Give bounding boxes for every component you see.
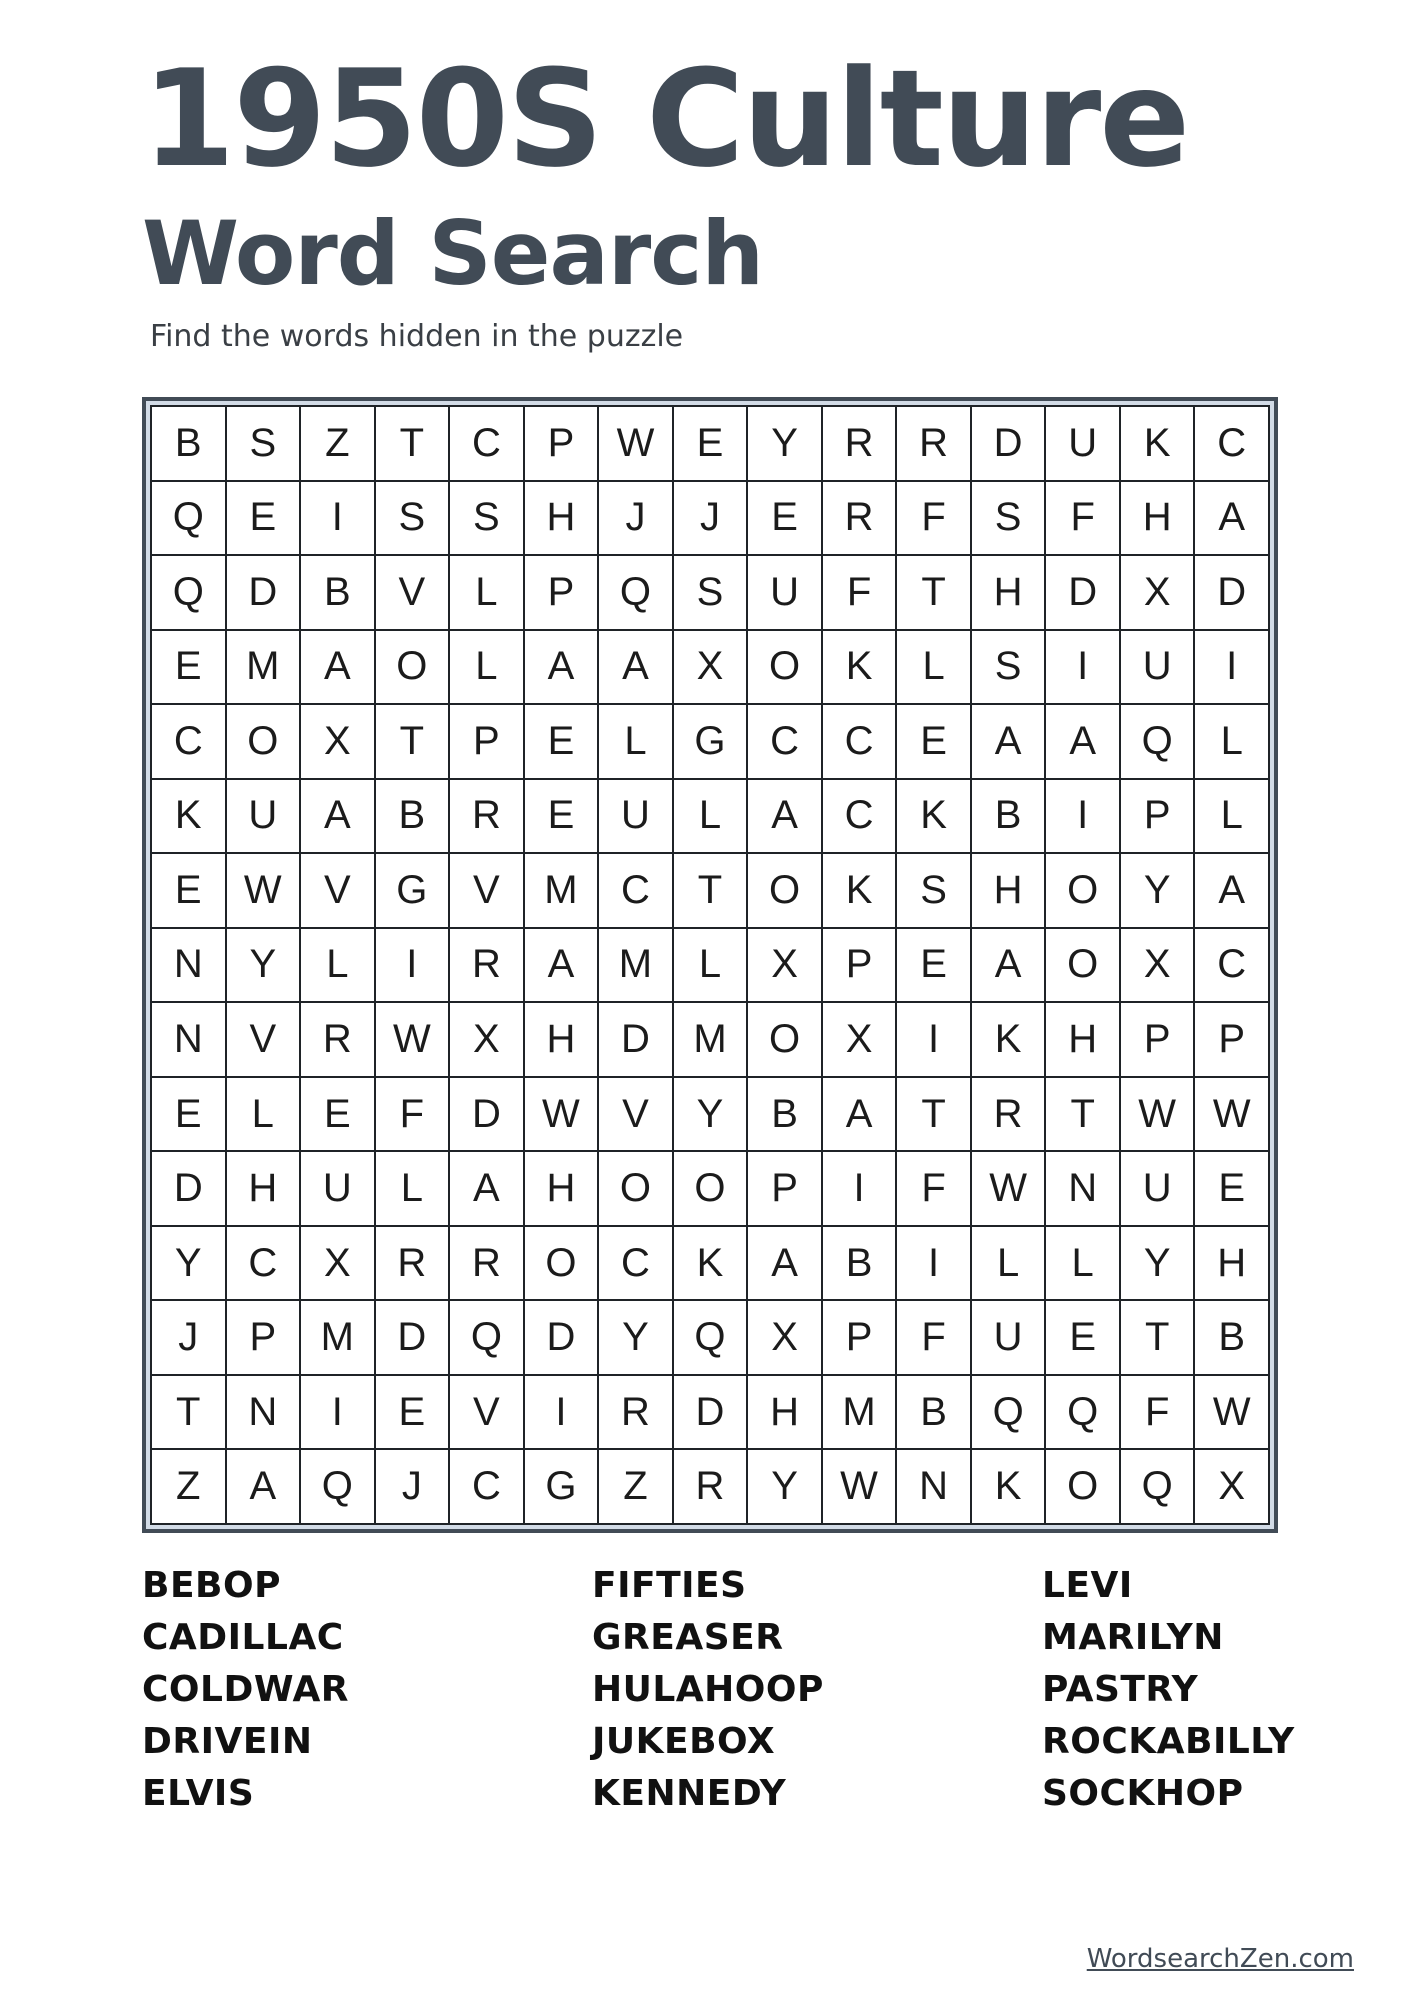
grid-cell[interactable]: H bbox=[525, 1003, 600, 1078]
word-list-item: LEVI bbox=[1042, 1565, 1133, 1606]
grid-cell[interactable]: D bbox=[450, 1078, 525, 1153]
grid-cell[interactable]: I bbox=[897, 1227, 972, 1302]
grid-cell[interactable]: I bbox=[525, 1376, 600, 1451]
grid-cell[interactable]: N bbox=[227, 1376, 302, 1451]
word-list-item: KENNEDY bbox=[592, 1773, 787, 1814]
grid-cell[interactable]: Q bbox=[599, 556, 674, 631]
grid-cell[interactable]: T bbox=[1046, 1078, 1121, 1153]
grid-cell[interactable]: F bbox=[897, 482, 972, 557]
grid-cell[interactable]: C bbox=[823, 705, 898, 780]
grid-cell[interactable]: T bbox=[897, 1078, 972, 1153]
grid-cell[interactable]: Q bbox=[1121, 1450, 1196, 1525]
word-list-item: FIFTIES bbox=[592, 1565, 747, 1606]
puzzle-frame bbox=[142, 397, 1278, 1533]
grid-cell[interactable]: Y bbox=[152, 1227, 227, 1302]
grid-cell[interactable]: O bbox=[748, 631, 823, 706]
grid-cell[interactable]: E bbox=[376, 1376, 451, 1451]
grid-cell[interactable]: B bbox=[897, 1376, 972, 1451]
word-column bbox=[592, 1560, 1042, 1820]
grid-cell[interactable]: P bbox=[450, 705, 525, 780]
grid-cell[interactable]: Z bbox=[152, 1450, 227, 1525]
grid-cell[interactable]: N bbox=[1046, 1152, 1121, 1227]
grid-cell[interactable]: A bbox=[1195, 482, 1270, 557]
grid-cell[interactable]: X bbox=[674, 631, 749, 706]
grid-cell[interactable]: V bbox=[227, 1003, 302, 1078]
grid-cell[interactable]: J bbox=[152, 1301, 227, 1376]
grid-cell[interactable]: X bbox=[1121, 929, 1196, 1004]
grid-cell[interactable]: E bbox=[152, 631, 227, 706]
grid-cell[interactable]: I bbox=[1046, 631, 1121, 706]
grid-cell[interactable]: W bbox=[525, 1078, 600, 1153]
grid-cell[interactable]: I bbox=[823, 1152, 898, 1227]
puzzle-grid bbox=[150, 405, 1270, 1525]
grid-cell[interactable]: D bbox=[376, 1301, 451, 1376]
word-list-item: ROCKABILLY bbox=[1042, 1721, 1295, 1762]
grid-cell[interactable]: L bbox=[674, 780, 749, 855]
grid-cell[interactable]: X bbox=[823, 1003, 898, 1078]
grid-cell[interactable]: O bbox=[748, 1003, 823, 1078]
grid-cell[interactable]: V bbox=[376, 556, 451, 631]
grid-cell[interactable]: E bbox=[152, 1078, 227, 1153]
grid-cell[interactable]: E bbox=[1046, 1301, 1121, 1376]
grid-cell[interactable]: W bbox=[1121, 1078, 1196, 1153]
grid-cell[interactable]: D bbox=[1046, 556, 1121, 631]
grid-cell[interactable]: C bbox=[599, 854, 674, 929]
grid-cell[interactable]: C bbox=[152, 705, 227, 780]
grid-cell[interactable]: L bbox=[599, 705, 674, 780]
grid-cell[interactable]: O bbox=[376, 631, 451, 706]
grid-cell[interactable]: A bbox=[748, 1227, 823, 1302]
grid-cell[interactable]: B bbox=[823, 1227, 898, 1302]
grid-cell[interactable]: Y bbox=[674, 1078, 749, 1153]
grid-cell[interactable]: K bbox=[972, 1003, 1047, 1078]
grid-cell[interactable]: H bbox=[1046, 1003, 1121, 1078]
grid-cell[interactable]: W bbox=[823, 1450, 898, 1525]
grid-cell[interactable]: U bbox=[1121, 631, 1196, 706]
grid-cell[interactable]: R bbox=[897, 407, 972, 482]
grid-cell[interactable]: W bbox=[1195, 1078, 1270, 1153]
grid-cell[interactable]: E bbox=[227, 482, 302, 557]
grid-cell[interactable]: N bbox=[897, 1450, 972, 1525]
grid-cell[interactable]: S bbox=[450, 482, 525, 557]
grid-cell[interactable]: W bbox=[599, 407, 674, 482]
grid-cell[interactable]: T bbox=[897, 556, 972, 631]
grid-cell[interactable]: C bbox=[450, 407, 525, 482]
grid-cell[interactable]: C bbox=[1195, 929, 1270, 1004]
grid-cell[interactable]: H bbox=[525, 482, 600, 557]
grid-cell[interactable]: H bbox=[1195, 1227, 1270, 1302]
grid-cell[interactable]: I bbox=[376, 929, 451, 1004]
grid-cell[interactable]: I bbox=[897, 1003, 972, 1078]
grid-cell[interactable]: I bbox=[1195, 631, 1270, 706]
grid-cell[interactable]: B bbox=[152, 407, 227, 482]
grid-cell[interactable]: K bbox=[823, 854, 898, 929]
grid-cell[interactable]: Q bbox=[152, 556, 227, 631]
grid-cell[interactable]: U bbox=[1121, 1152, 1196, 1227]
grid-cell[interactable]: Y bbox=[748, 1450, 823, 1525]
grid-cell[interactable]: S bbox=[227, 407, 302, 482]
grid-cell[interactable]: T bbox=[674, 854, 749, 929]
grid-cell[interactable]: H bbox=[525, 1152, 600, 1227]
grid-cell[interactable]: W bbox=[376, 1003, 451, 1078]
grid-cell[interactable]: L bbox=[1046, 1227, 1121, 1302]
grid-cell[interactable]: D bbox=[674, 1376, 749, 1451]
grid-cell[interactable]: Y bbox=[227, 929, 302, 1004]
grid-cell[interactable]: P bbox=[1121, 780, 1196, 855]
grid-cell[interactable]: M bbox=[227, 631, 302, 706]
grid-cell[interactable]: G bbox=[525, 1450, 600, 1525]
grid-cell[interactable]: J bbox=[376, 1450, 451, 1525]
grid-cell[interactable]: L bbox=[1195, 780, 1270, 855]
grid-cell[interactable]: V bbox=[301, 854, 376, 929]
grid-cell[interactable]: O bbox=[525, 1227, 600, 1302]
grid-cell[interactable]: A bbox=[748, 780, 823, 855]
grid-cell[interactable]: H bbox=[972, 854, 1047, 929]
grid-cell[interactable]: R bbox=[823, 407, 898, 482]
grid-cell[interactable]: V bbox=[450, 854, 525, 929]
grid-cell[interactable]: S bbox=[376, 482, 451, 557]
instructions-text: Find the words hidden in the puzzle bbox=[150, 319, 684, 354]
grid-cell[interactable]: Q bbox=[674, 1301, 749, 1376]
grid-cell[interactable]: C bbox=[450, 1450, 525, 1525]
grid-cell[interactable]: S bbox=[897, 854, 972, 929]
grid-cell[interactable]: H bbox=[972, 556, 1047, 631]
grid-cell[interactable]: F bbox=[1046, 482, 1121, 557]
grid-cell[interactable]: Y bbox=[1121, 1227, 1196, 1302]
grid-cell[interactable]: T bbox=[376, 705, 451, 780]
grid-cell[interactable]: Z bbox=[599, 1450, 674, 1525]
grid-cell[interactable]: R bbox=[376, 1227, 451, 1302]
grid-cell[interactable]: O bbox=[1046, 854, 1121, 929]
grid-cell[interactable]: J bbox=[674, 482, 749, 557]
grid-cell[interactable]: E bbox=[525, 705, 600, 780]
grid-cell[interactable]: K bbox=[152, 780, 227, 855]
grid-cell[interactable]: N bbox=[152, 929, 227, 1004]
grid-cell[interactable]: C bbox=[1195, 407, 1270, 482]
word-list-item: JUKEBOX bbox=[592, 1721, 776, 1762]
word-list-item: DRIVEIN bbox=[142, 1721, 313, 1762]
grid-cell[interactable]: L bbox=[376, 1152, 451, 1227]
grid-cell[interactable]: E bbox=[897, 929, 972, 1004]
grid-cell[interactable]: R bbox=[450, 1227, 525, 1302]
grid-cell[interactable]: H bbox=[1121, 482, 1196, 557]
grid-cell[interactable]: N bbox=[152, 1003, 227, 1078]
grid-cell[interactable]: M bbox=[823, 1376, 898, 1451]
grid-cell[interactable]: B bbox=[748, 1078, 823, 1153]
grid-cell[interactable]: B bbox=[1195, 1301, 1270, 1376]
grid-cell[interactable]: R bbox=[301, 1003, 376, 1078]
word-list-item: ELVIS bbox=[142, 1773, 255, 1814]
grid-cell[interactable]: S bbox=[972, 631, 1047, 706]
grid-cell[interactable]: Y bbox=[1121, 854, 1196, 929]
grid-cell[interactable]: T bbox=[1121, 1301, 1196, 1376]
grid-cell[interactable]: Q bbox=[1046, 1376, 1121, 1451]
grid-cell[interactable]: L bbox=[897, 631, 972, 706]
grid-cell[interactable]: W bbox=[1195, 1376, 1270, 1451]
grid-cell[interactable]: L bbox=[674, 929, 749, 1004]
grid-cell[interactable]: B bbox=[301, 556, 376, 631]
grid-cell[interactable]: J bbox=[599, 482, 674, 557]
grid-cell[interactable]: F bbox=[897, 1152, 972, 1227]
grid-cell[interactable]: C bbox=[748, 705, 823, 780]
page-title: 1950S Culture bbox=[142, 41, 1189, 197]
grid-cell[interactable]: U bbox=[972, 1301, 1047, 1376]
grid-cell[interactable]: I bbox=[1046, 780, 1121, 855]
grid-cell[interactable]: L bbox=[227, 1078, 302, 1153]
grid-cell[interactable]: O bbox=[599, 1152, 674, 1227]
grid-cell[interactable]: P bbox=[525, 407, 600, 482]
grid-cell[interactable]: E bbox=[525, 780, 600, 855]
word-list bbox=[142, 1560, 1302, 1820]
grid-cell[interactable]: A bbox=[972, 929, 1047, 1004]
grid-cell[interactable]: A bbox=[1046, 705, 1121, 780]
grid-cell[interactable]: L bbox=[450, 556, 525, 631]
grid-cell[interactable]: X bbox=[301, 705, 376, 780]
grid-cell[interactable]: V bbox=[599, 1078, 674, 1153]
grid-cell[interactable]: L bbox=[301, 929, 376, 1004]
grid-cell[interactable]: L bbox=[972, 1227, 1047, 1302]
grid-cell[interactable]: A bbox=[972, 705, 1047, 780]
grid-cell[interactable]: D bbox=[152, 1152, 227, 1227]
grid-cell[interactable]: E bbox=[1195, 1152, 1270, 1227]
grid-cell[interactable]: F bbox=[823, 556, 898, 631]
grid-cell[interactable]: A bbox=[227, 1450, 302, 1525]
grid-cell[interactable]: X bbox=[1195, 1450, 1270, 1525]
grid-cell[interactable]: F bbox=[376, 1078, 451, 1153]
grid-cell[interactable]: P bbox=[1195, 1003, 1270, 1078]
grid-cell[interactable]: U bbox=[599, 780, 674, 855]
grid-cell[interactable]: E bbox=[748, 482, 823, 557]
grid-cell[interactable]: C bbox=[599, 1227, 674, 1302]
grid-cell[interactable]: K bbox=[1121, 407, 1196, 482]
grid-cell[interactable]: M bbox=[674, 1003, 749, 1078]
grid-cell[interactable]: H bbox=[227, 1152, 302, 1227]
grid-cell[interactable]: A bbox=[450, 1152, 525, 1227]
grid-cell[interactable]: I bbox=[301, 1376, 376, 1451]
grid-cell[interactable]: B bbox=[972, 780, 1047, 855]
grid-cell[interactable]: A bbox=[1195, 854, 1270, 929]
grid-cell[interactable]: O bbox=[1046, 929, 1121, 1004]
word-list-item: GREASER bbox=[592, 1617, 784, 1658]
grid-cell[interactable]: P bbox=[823, 929, 898, 1004]
grid-cell[interactable]: R bbox=[823, 482, 898, 557]
grid-cell[interactable]: G bbox=[376, 854, 451, 929]
grid-cell[interactable]: K bbox=[897, 780, 972, 855]
grid-cell[interactable]: E bbox=[674, 407, 749, 482]
grid-cell[interactable]: S bbox=[674, 556, 749, 631]
grid-cell[interactable]: G bbox=[674, 705, 749, 780]
grid-cell[interactable]: A bbox=[525, 631, 600, 706]
grid-cell[interactable]: D bbox=[227, 556, 302, 631]
grid-cell[interactable]: E bbox=[301, 1078, 376, 1153]
grid-cell[interactable]: A bbox=[301, 631, 376, 706]
grid-cell[interactable]: D bbox=[525, 1301, 600, 1376]
word-column bbox=[1042, 1560, 1302, 1820]
grid-cell[interactable]: I bbox=[301, 482, 376, 557]
grid-cell[interactable]: O bbox=[227, 705, 302, 780]
grid-cell[interactable]: P bbox=[227, 1301, 302, 1376]
grid-cell[interactable]: R bbox=[450, 780, 525, 855]
grid-cell[interactable]: R bbox=[972, 1078, 1047, 1153]
grid-cell[interactable]: Q bbox=[301, 1450, 376, 1525]
grid-cell[interactable]: U bbox=[227, 780, 302, 855]
word-list-item: CADILLAC bbox=[142, 1617, 344, 1658]
grid-cell[interactable]: O bbox=[674, 1152, 749, 1227]
grid-cell[interactable]: F bbox=[897, 1301, 972, 1376]
grid-cell[interactable]: D bbox=[599, 1003, 674, 1078]
grid-cell[interactable]: X bbox=[748, 929, 823, 1004]
grid-cell[interactable]: W bbox=[972, 1152, 1047, 1227]
grid-cell[interactable]: E bbox=[897, 705, 972, 780]
grid-cell[interactable]: B bbox=[376, 780, 451, 855]
grid-cell[interactable]: P bbox=[748, 1152, 823, 1227]
grid-cell[interactable]: Q bbox=[450, 1301, 525, 1376]
grid-cell[interactable]: L bbox=[450, 631, 525, 706]
grid-cell[interactable]: D bbox=[972, 407, 1047, 482]
grid-cell[interactable]: H bbox=[748, 1376, 823, 1451]
grid-cell[interactable]: M bbox=[599, 929, 674, 1004]
grid-cell[interactable]: S bbox=[972, 482, 1047, 557]
grid-cell[interactable]: U bbox=[301, 1152, 376, 1227]
word-list-item: MARILYN bbox=[1042, 1617, 1224, 1658]
grid-cell[interactable]: K bbox=[674, 1227, 749, 1302]
grid-cell[interactable]: P bbox=[525, 556, 600, 631]
grid-cell[interactable]: X bbox=[1121, 556, 1196, 631]
grid-cell[interactable]: U bbox=[748, 556, 823, 631]
grid-cell[interactable]: P bbox=[823, 1301, 898, 1376]
grid-cell[interactable]: D bbox=[1195, 556, 1270, 631]
grid-cell[interactable]: Q bbox=[1121, 705, 1196, 780]
grid-cell[interactable]: R bbox=[674, 1450, 749, 1525]
grid-cell[interactable]: O bbox=[1046, 1450, 1121, 1525]
word-column bbox=[142, 1560, 592, 1820]
grid-cell[interactable]: A bbox=[823, 1078, 898, 1153]
grid-cell[interactable]: O bbox=[748, 854, 823, 929]
grid-cell[interactable]: E bbox=[152, 854, 227, 929]
grid-cell[interactable]: M bbox=[301, 1301, 376, 1376]
grid-cell[interactable]: A bbox=[599, 631, 674, 706]
grid-cell[interactable]: F bbox=[1121, 1376, 1196, 1451]
grid-cell[interactable]: P bbox=[1121, 1003, 1196, 1078]
grid-cell[interactable]: Y bbox=[748, 407, 823, 482]
word-list-item: SOCKHOP bbox=[1042, 1773, 1244, 1814]
grid-cell[interactable]: W bbox=[227, 854, 302, 929]
grid-cell[interactable]: V bbox=[450, 1376, 525, 1451]
grid-cell[interactable]: K bbox=[972, 1450, 1047, 1525]
grid-cell[interactable]: A bbox=[525, 929, 600, 1004]
grid-cell[interactable]: C bbox=[823, 780, 898, 855]
grid-cell[interactable]: M bbox=[525, 854, 600, 929]
grid-cell[interactable]: Q bbox=[152, 482, 227, 557]
grid-cell[interactable]: L bbox=[1195, 705, 1270, 780]
grid-cell[interactable]: K bbox=[823, 631, 898, 706]
grid-cell[interactable]: C bbox=[227, 1227, 302, 1302]
grid-cell[interactable]: X bbox=[748, 1301, 823, 1376]
grid-cell[interactable]: T bbox=[376, 407, 451, 482]
page-subtitle: Word Search bbox=[142, 202, 764, 305]
word-list-item: BEBOP bbox=[142, 1565, 281, 1606]
word-list-item: HULAHOOP bbox=[592, 1669, 824, 1710]
grid-cell[interactable]: R bbox=[450, 929, 525, 1004]
grid-cell[interactable]: Q bbox=[972, 1376, 1047, 1451]
grid-cell[interactable]: R bbox=[599, 1376, 674, 1451]
footer-link[interactable]: WordsearchZen.com bbox=[1086, 1944, 1354, 1974]
grid-cell[interactable]: T bbox=[152, 1376, 227, 1451]
grid-cell[interactable]: Y bbox=[599, 1301, 674, 1376]
grid-cell[interactable]: Z bbox=[301, 407, 376, 482]
word-list-item: PASTRY bbox=[1042, 1669, 1199, 1710]
grid-cell[interactable]: A bbox=[301, 780, 376, 855]
grid-cell[interactable]: X bbox=[450, 1003, 525, 1078]
grid-cell[interactable]: U bbox=[1046, 407, 1121, 482]
word-list-item: COLDWAR bbox=[142, 1669, 350, 1710]
grid-cell[interactable]: X bbox=[301, 1227, 376, 1302]
